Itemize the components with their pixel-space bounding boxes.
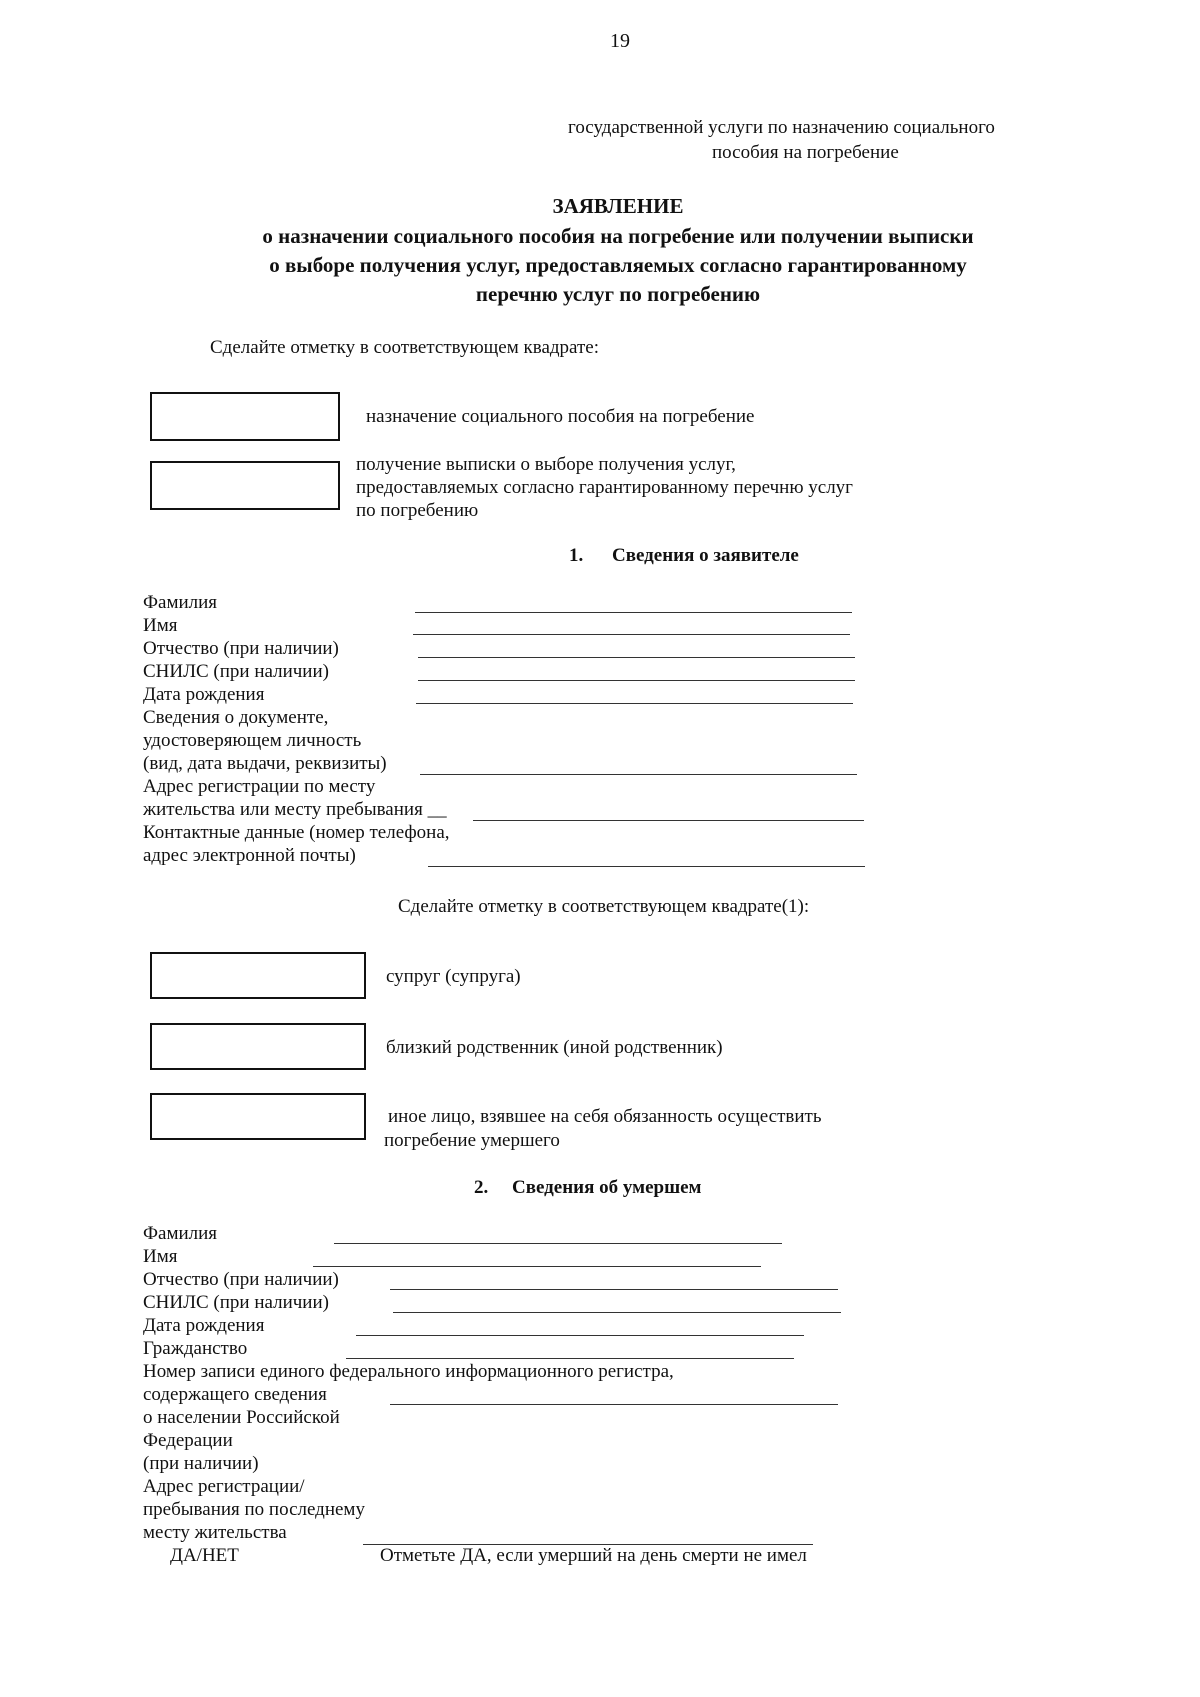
deceased-snils-field[interactable]: [393, 1312, 841, 1313]
applicant-patronymic-label: Отчество (при наличии): [143, 638, 339, 659]
checkbox-other-person[interactable]: [150, 1093, 366, 1140]
applicant-birthdate-label: Дата рождения: [143, 684, 265, 705]
applicant-birthdate-field[interactable]: [416, 703, 853, 704]
applicant-surname-field[interactable]: [415, 612, 852, 613]
applicant-name-label: Имя: [143, 615, 178, 636]
applicant-snils-label: СНИЛС (при наличии): [143, 661, 329, 682]
applicant-doc-label-2: удостоверяющем личность: [143, 730, 362, 751]
deceased-surname-field[interactable]: [334, 1243, 782, 1244]
section-2-number: 2.: [474, 1177, 489, 1198]
deceased-register-label-4: Федерации: [143, 1430, 233, 1451]
deceased-register-field[interactable]: [390, 1404, 838, 1405]
deceased-citizenship-label: Гражданство: [143, 1338, 248, 1359]
applicant-doc-label-1: Сведения о документе,: [143, 707, 329, 728]
option-services-extract-label-1: получение выписки о выборе получения услуг,: [356, 454, 736, 475]
deceased-address-label-2: пребывания по последнему: [143, 1499, 365, 1520]
section-2-title: Сведения об умершем: [512, 1177, 702, 1198]
applicant-contact-label-1: Контактные данные (номер телефона,: [143, 822, 450, 843]
applicant-contact-field[interactable]: [428, 866, 865, 867]
applicant-address-label-2: жительства или месту пребывания __: [143, 799, 447, 820]
instruction-relation-type: Сделайте отметку в соответствующем квадрате(1):: [398, 896, 810, 917]
yes-no-label: ДА/НЕТ: [170, 1545, 239, 1566]
deceased-register-label-3: о населении Российской: [143, 1407, 340, 1428]
deceased-citizenship-field[interactable]: [346, 1358, 794, 1359]
deceased-register-label-2: содержащего сведения: [143, 1384, 327, 1405]
section-1-number: 1.: [569, 545, 584, 566]
option-services-extract-label-3: по погребению: [356, 500, 479, 521]
applicant-doc-field[interactable]: [420, 774, 857, 775]
header-line-1: государственной услуги по назначению социального: [568, 117, 995, 138]
applicant-address-label-1: Адрес регистрации по месту: [143, 776, 376, 797]
option-services-extract-label-2: предоставляемых согласно гарантированному перечню услуг: [356, 477, 853, 498]
deceased-snils-label: СНИЛС (при наличии): [143, 1292, 329, 1313]
deceased-address-label-3: месту жительства: [143, 1522, 287, 1543]
deceased-patronymic-field[interactable]: [390, 1289, 838, 1290]
applicant-contact-label-2: адрес электронной почты): [143, 845, 356, 866]
deceased-register-label-1: Номер записи единого федерального информационного регистра,: [143, 1361, 674, 1382]
page-number: 19: [610, 30, 630, 52]
deceased-patronymic-label: Отчество (при наличии): [143, 1269, 339, 1290]
option-other-person-label-2: погребение умершего: [384, 1130, 560, 1151]
applicant-snils-field[interactable]: [418, 680, 855, 681]
applicant-patronymic-field[interactable]: [418, 657, 855, 658]
deceased-birthdate-field[interactable]: [356, 1335, 804, 1336]
deceased-name-field[interactable]: [313, 1266, 761, 1267]
checkbox-services-extract[interactable]: [150, 461, 340, 510]
checkbox-burial-allowance[interactable]: [150, 392, 340, 441]
option-other-person-label-1: иное лицо, взявшее на себя обязанность осуществить: [388, 1106, 822, 1127]
deceased-surname-label: Фамилия: [143, 1223, 218, 1244]
header-line-2: пособия на погребение: [712, 142, 899, 163]
yes-no-note: Отметьте ДА, если умерший на день смерти не имел: [380, 1545, 807, 1566]
option-burial-allowance-label: назначение социального пособия на погребение: [366, 406, 755, 427]
document-subtitle-2: о выборе получения услуг, предоставляемых согласно гарантированному: [269, 253, 967, 277]
deceased-birthdate-label: Дата рождения: [143, 1315, 265, 1336]
deceased-address-label-1: Адрес регистрации/: [143, 1476, 305, 1497]
document-subtitle-3: перечню услуг по погребению: [475, 282, 761, 306]
option-spouse-label: супруг (супруга): [386, 966, 521, 987]
applicant-address-field[interactable]: [473, 820, 864, 821]
checkbox-relative[interactable]: [150, 1023, 366, 1070]
instruction-request-type: Сделайте отметку в соответствующем квадрате:: [210, 337, 599, 358]
document-subtitle-1: о назначении социального пособия на погребение или получении выписки: [262, 224, 974, 248]
deceased-name-label: Имя: [143, 1246, 178, 1267]
applicant-name-field[interactable]: [413, 634, 850, 635]
option-relative-label: близкий родственник (иной родственник): [386, 1037, 723, 1058]
applicant-surname-label: Фамилия: [143, 592, 218, 613]
applicant-doc-label-3: (вид, дата выдачи, реквизиты): [143, 753, 387, 774]
deceased-register-label-5: (при наличии): [143, 1453, 259, 1474]
checkbox-spouse[interactable]: [150, 952, 366, 999]
document-title: ЗАЯВЛЕНИЕ: [552, 194, 684, 218]
section-1-title: Сведения о заявителе: [612, 545, 799, 566]
